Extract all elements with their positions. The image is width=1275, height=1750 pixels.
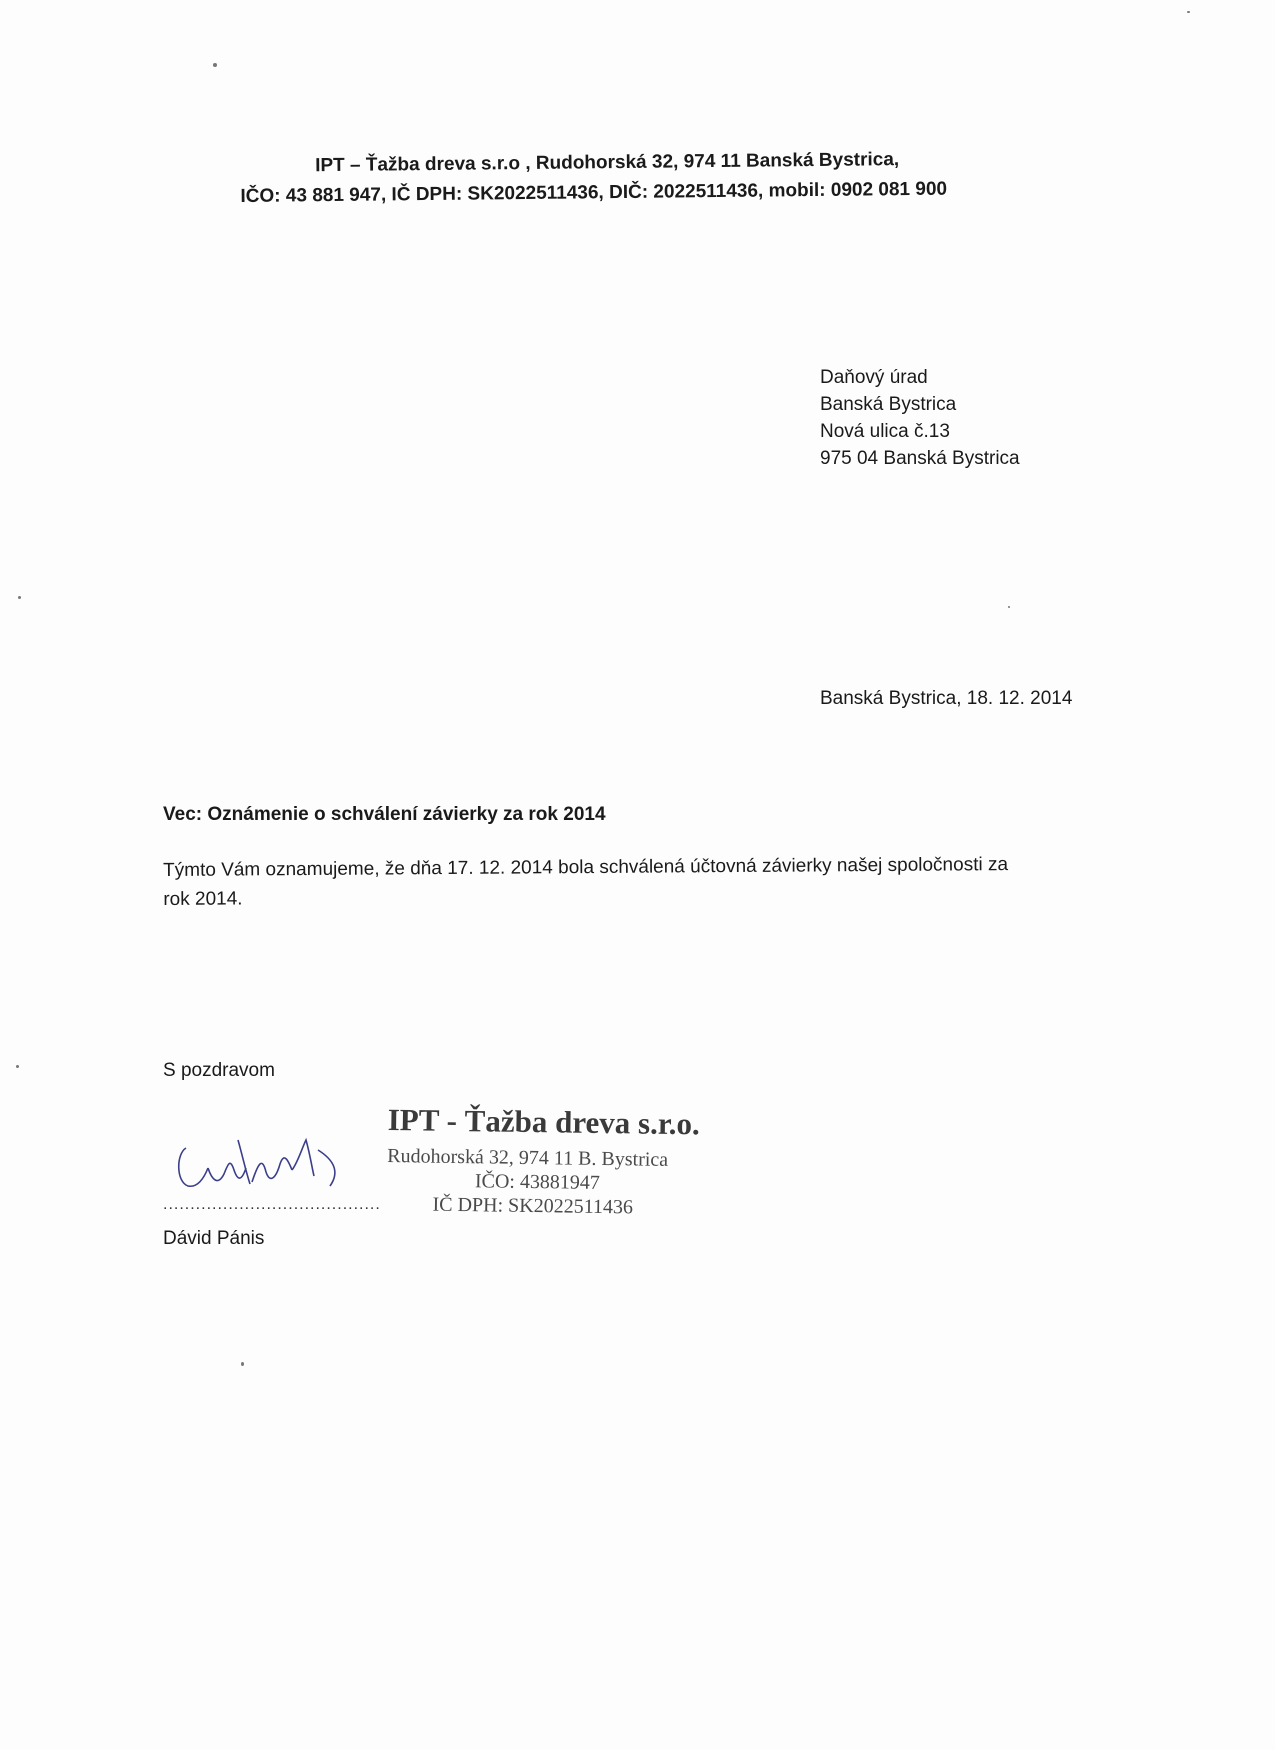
stamp-ico: IČO: 43881947 (474, 1170, 601, 1194)
body-line: rok 2014. (163, 888, 243, 910)
scan-speck (213, 63, 217, 67)
scan-speck (241, 1362, 244, 1366)
date-line: Banská Bystrica, 18. 12. 2014 (820, 688, 1073, 709)
header-ids-line: IČO: 43 881 947, IČ DPH: SK2022511436, DIČ: 2022511436, mobil: 0902 081 900 (240, 178, 948, 207)
recipient-address (820, 364, 1020, 472)
signer-name: Dávid Pánis (163, 1228, 265, 1249)
recipient-line: Nová ulica č.13 (820, 421, 950, 442)
scan-speck (1008, 606, 1010, 608)
signature-line: ........................................ (163, 1196, 381, 1213)
header-company-line: IPT – Ťažba dreva s.r.o , Rudohorská 32, 974 11 Banská Bystrica, (315, 149, 900, 177)
company-stamp (386, 1102, 700, 1220)
body-line: Týmto Vám oznamujeme, že dňa 17. 12. 2014 bola schválená účtovná závierky našej spoločnosti za (163, 854, 1009, 881)
scan-speck (18, 596, 21, 599)
scan-speck (16, 1065, 19, 1068)
letter-body (163, 850, 1083, 914)
stamp-company-name: IPT - Ťažba dreva s.r.o. (387, 1102, 701, 1142)
scan-speck (1187, 11, 1190, 13)
recipient-line: Daňový úrad (820, 367, 928, 388)
recipient-line: Banská Bystrica (820, 394, 957, 415)
company-header (240, 143, 1061, 212)
subject-line: Vec: Oznámenie o schválení závierky za rok 2014 (163, 804, 606, 825)
handwritten-signature (168, 1120, 358, 1200)
stamp-address: Rudohorská 32, 974 11 B. Bystrica (387, 1144, 669, 1171)
stamp-dic: IČ DPH: SK2022511436 (432, 1193, 634, 1219)
recipient-line: 975 04 Banská Bystrica (820, 448, 1020, 469)
greeting: S pozdravom (163, 1060, 275, 1081)
